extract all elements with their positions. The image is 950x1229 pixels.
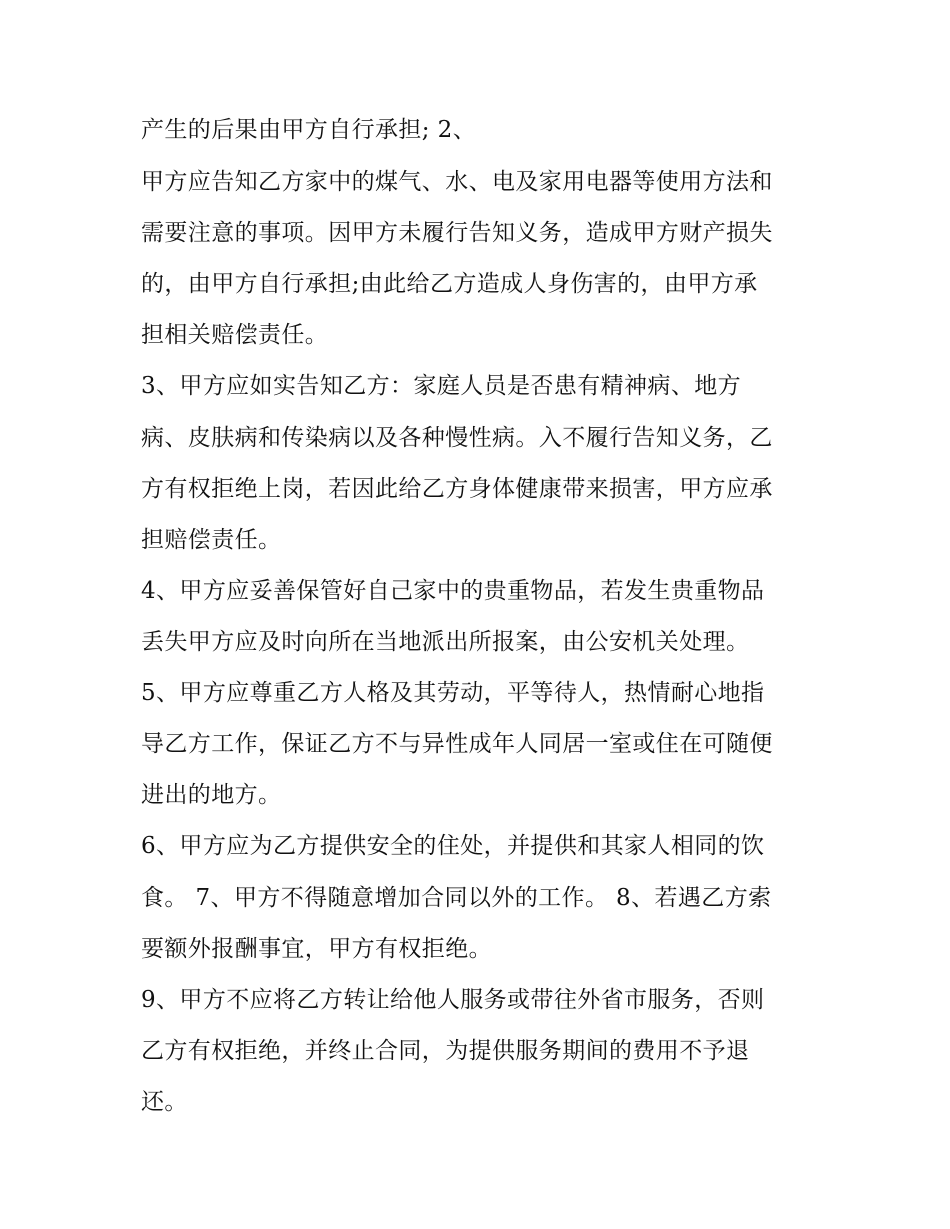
text-line: 5、甲方应尊重乙方人格及其劳动，平等待人，热情耐心地指 <box>141 680 765 706</box>
text-line: 产生的后果由甲方自行承担; 2、 <box>141 117 477 143</box>
text-line: 病、皮肤病和传染病以及各种慢性病。入不履行告知义务，乙 <box>141 425 773 451</box>
text-line: 丢失甲方应及时向所在当地派出所报案，由公安机关处理。 <box>141 629 750 655</box>
text-line: 甲方应告知乙方家中的煤气、水、电及家用电器等使用方法和 <box>141 169 773 195</box>
text-line: 9、甲方不应将乙方转让给他人服务或带往外省市服务，否则 <box>141 987 765 1013</box>
text-line: 的，由甲方自行承担;由此给乙方造成人身伤害的，由甲方承 <box>141 271 758 297</box>
text-line: 需要注意的事项。因甲方未履行告知义务，造成甲方财产损失 <box>141 220 773 246</box>
text-line: 6、甲方应为乙方提供安全的住处，并提供和其家人相同的饮 <box>141 833 765 859</box>
text-line: 乙方有权拒绝，并终止合同，为提供服务期间的费用不予退 <box>141 1038 750 1064</box>
text-line: 担相关赔偿责任。 <box>141 322 329 348</box>
text-line: 还。 <box>141 1089 188 1115</box>
text-line: 导乙方工作，保证乙方不与异性成年人同居一室或住在可随便 <box>141 731 773 757</box>
text-line: 食。 7、甲方不得随意增加合同以外的工作。 8、若遇乙方索 <box>141 885 772 911</box>
text-line: 方有权拒绝上岗，若因此给乙方身体健康带来损害，甲方应承 <box>141 476 773 502</box>
text-line: 3、甲方应如实告知乙方：家庭人员是否患有精神病、地方 <box>141 373 742 399</box>
text-line: 进出的地方。 <box>141 782 282 808</box>
text-line: 担赔偿责任。 <box>141 527 282 553</box>
text-line: 4、甲方应妥善保管好自己家中的贵重物品，若发生贵重物品 <box>141 578 765 604</box>
text-line: 要额外报酬事宜，甲方有权拒绝。 <box>141 936 492 962</box>
